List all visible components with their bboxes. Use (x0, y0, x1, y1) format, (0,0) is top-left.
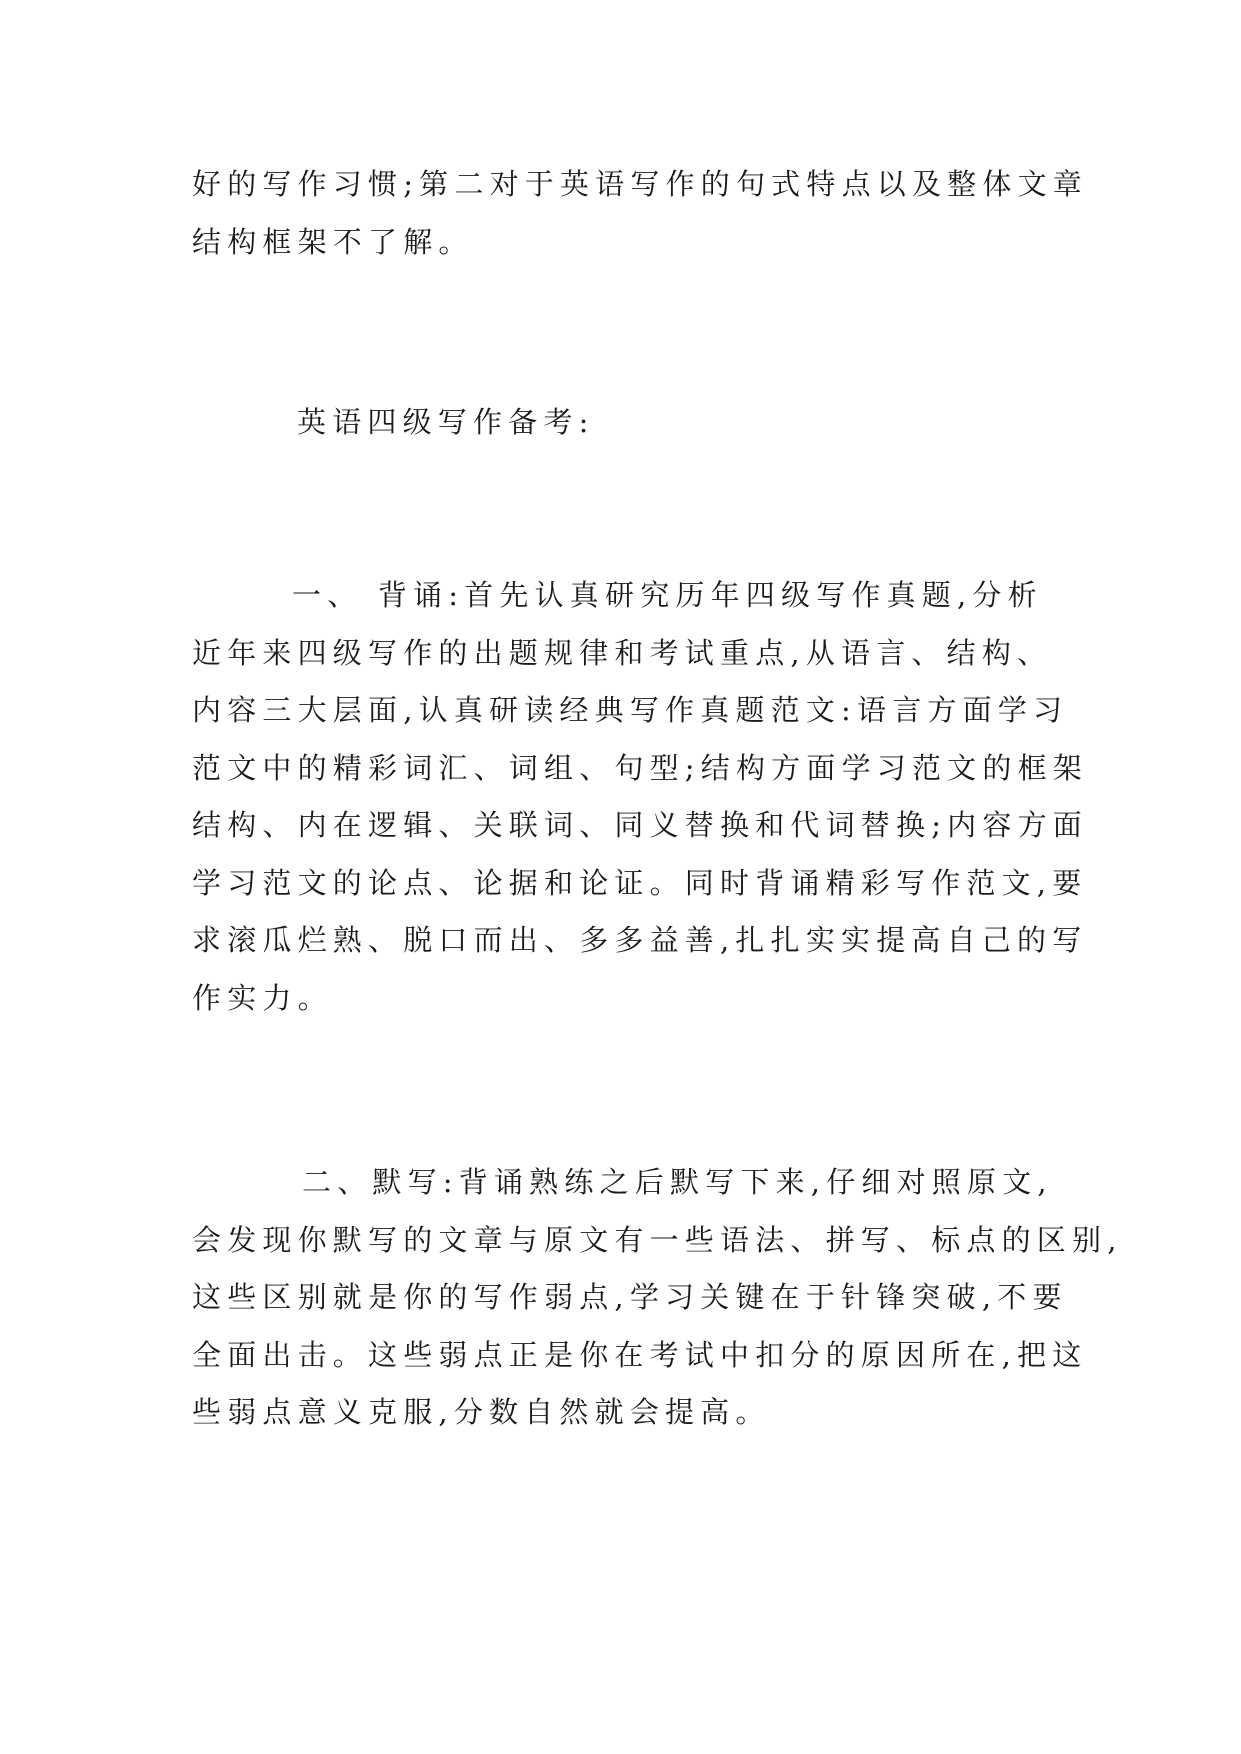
text-line: 学习范文的论点、论据和论证。同时背诵精彩写作范文,要 (192, 865, 1088, 900)
text-line: 会发现你默写的文章与原文有一些语法、拼写、标点的区别, (192, 1222, 1123, 1257)
text-line: 一、 背诵:首先认真研究历年四级写作真题,分析 (292, 578, 1043, 612)
text-line: 结构、内在逻辑、关联词、同义替换和代词替换;内容方面 (192, 808, 1088, 842)
text-line: 全面出击。这些弱点正是你在考试中扣分的原因所在,把这 (192, 1337, 1088, 1372)
text-line: 作实力。 (192, 980, 333, 1015)
text-line: 二、默写:背诵熟练之后默写下来,仔细对照原文, (302, 1165, 1053, 1199)
text-line: 求滚瓜烂熟、脱口而出、多多益善,扎扎实实提高自己的写 (192, 923, 1088, 957)
paragraph-continuation (192, 156, 1088, 271)
section-heading (297, 394, 1157, 452)
text-line: 些弱点意义克服,分数自然就会提高。 (192, 1395, 771, 1429)
heading-text: 英语四级写作备考: (297, 405, 595, 439)
text-line: 范文中的精彩词汇、词组、句型;结构方面学习范文的框架 (192, 750, 1088, 785)
text-line: 内容三大层面,认真研读经典写作真题范文:语言方面学习 (192, 693, 1069, 727)
text-line: 结构框架不了解。 (192, 224, 474, 259)
text-line: 近年来四级写作的出题规律和考试重点,从语言、结构、 (192, 635, 1053, 670)
text-line: 这些区别就是你的写作弱点,学习关键在于针锋突破,不要 (192, 1280, 1068, 1314)
paragraph-recitation (192, 567, 1088, 1027)
text-line: 好的写作习惯;第二对于英语写作的句式特点以及整体文章 (192, 167, 1088, 201)
paragraph-dictation (192, 1154, 1123, 1442)
